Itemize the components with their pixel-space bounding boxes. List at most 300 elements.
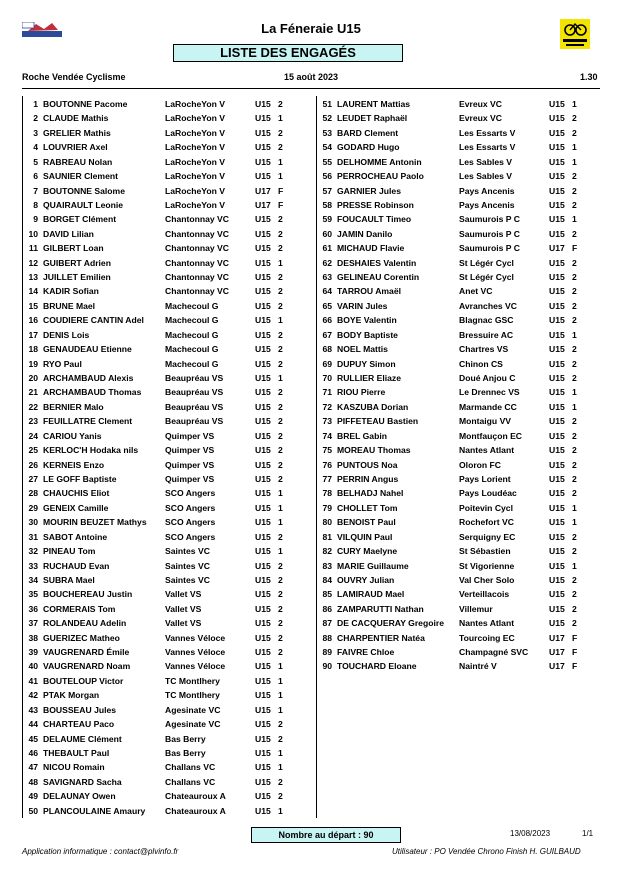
entry-row <box>318 587 608 601</box>
entry-row <box>318 443 608 457</box>
entry-subcategory: 2 <box>572 445 577 456</box>
entry-category: U17 <box>549 243 565 254</box>
entry-name: SAVIGNARD Sacha <box>43 776 122 787</box>
entry-subcategory: 2 <box>572 373 577 384</box>
entry-number: 60 <box>322 228 332 239</box>
entry-club: Agesinate VC <box>165 719 221 730</box>
left-border <box>22 96 23 818</box>
entry-subcategory: F <box>572 661 578 672</box>
entry-row <box>24 775 314 789</box>
entry-club: Oloron FC <box>459 459 502 470</box>
entry-subcategory: 1 <box>278 171 283 182</box>
entry-name: MARIE Guillaume <box>337 560 409 571</box>
entry-subcategory: 2 <box>572 416 577 427</box>
entry-category: U17 <box>255 185 271 196</box>
entry-club: Challans VC <box>165 762 216 773</box>
entry-category: U15 <box>549 401 565 412</box>
entry-club: Quimper VS <box>165 459 215 470</box>
entry-row <box>318 270 608 284</box>
entry-row <box>318 256 608 270</box>
entry-number: 35 <box>28 589 38 600</box>
entry-category: U15 <box>549 171 565 182</box>
entry-row <box>24 458 314 472</box>
entry-category: U15 <box>255 156 271 167</box>
entry-number: 80 <box>322 517 332 528</box>
entry-number: 3 <box>33 127 38 138</box>
entry-number: 76 <box>322 459 332 470</box>
entry-row <box>24 559 314 573</box>
entry-row <box>24 472 314 486</box>
entry-subcategory: 2 <box>572 618 577 629</box>
entry-name: BERNIER Malo <box>43 401 104 412</box>
entry-subcategory: 1 <box>572 560 577 571</box>
entry-name: LOUVRIER Axel <box>43 142 108 153</box>
entry-name: BOUSSEAU Jules <box>43 704 117 715</box>
entry-category: U15 <box>255 517 271 528</box>
entry-name: DE CACQUERAY Gregoire <box>337 618 444 629</box>
entry-number: 86 <box>322 603 332 614</box>
entry-category: U15 <box>255 272 271 283</box>
entry-name: GUERIZEC Matheo <box>43 632 120 643</box>
entry-number: 39 <box>28 647 38 658</box>
entry-name: KERNEIS Enzo <box>43 459 105 470</box>
entry-club: Les Sables V <box>459 171 513 182</box>
entry-number: 19 <box>28 358 38 369</box>
entry-category: U15 <box>255 373 271 384</box>
entry-number: 6 <box>33 171 38 182</box>
entry-row <box>318 342 608 356</box>
entry-club: Pays Lorient <box>459 473 511 484</box>
entry-club: Chartres VS <box>459 344 509 355</box>
entry-category: U17 <box>549 647 565 658</box>
entry-club: SCO Angers <box>165 531 216 542</box>
entry-subcategory: 2 <box>278 243 283 254</box>
entry-subcategory: 2 <box>278 329 283 340</box>
entry-club: Nantes Atlant <box>459 445 515 456</box>
entry-subcategory: 2 <box>278 286 283 297</box>
entry-subcategory: 1 <box>572 99 577 109</box>
column-divider <box>316 96 317 818</box>
entry-club: LaRocheYon V <box>165 156 226 167</box>
entry-name: VAUGRENARD Émile <box>43 647 130 658</box>
entry-category: U15 <box>549 574 565 585</box>
entry-subcategory: 2 <box>278 272 283 283</box>
entry-name: CORMERAIS Tom <box>43 603 116 614</box>
entries-column-left <box>24 97 314 818</box>
entry-subcategory: 2 <box>572 257 577 268</box>
entry-row <box>318 212 608 226</box>
entry-name: JUILLET Emilien <box>43 272 111 283</box>
entry-name: QUAIRAULT Leonie <box>43 199 124 210</box>
entry-category: U15 <box>549 603 565 614</box>
entry-name: BORGET Clément <box>43 214 117 225</box>
entry-subcategory: 1 <box>278 156 283 167</box>
entry-number: 11 <box>28 243 38 254</box>
entry-name: BREL Gabin <box>337 430 387 441</box>
entry-category: U15 <box>255 603 271 614</box>
entry-row <box>24 429 314 443</box>
entry-category: U15 <box>255 127 271 138</box>
entry-row <box>318 645 608 659</box>
entry-number: 58 <box>322 199 332 210</box>
entry-name: TARROU Amaël <box>337 286 401 297</box>
entry-category: U15 <box>549 488 565 499</box>
entry-club: Vannes Véloce <box>165 647 226 658</box>
entry-name: DENIS Lois <box>43 329 90 340</box>
entry-row <box>24 111 314 125</box>
entry-club: St Légér Cycl <box>459 257 514 268</box>
entry-subcategory: 2 <box>278 445 283 456</box>
entry-row <box>24 688 314 702</box>
organizer-name: Roche Vendée Cyclisme <box>22 72 126 82</box>
entry-club: Saintes VC <box>165 546 210 557</box>
entry-subcategory: 2 <box>278 473 283 484</box>
entry-name: SUBRA Mael <box>43 574 95 585</box>
entry-club: Quimper VS <box>165 430 215 441</box>
entry-subcategory: 2 <box>278 531 283 542</box>
entry-row <box>318 227 608 241</box>
entry-name: MOREAU Thomas <box>337 445 411 456</box>
entry-subcategory: 1 <box>278 373 283 384</box>
entry-club: Vannes Véloce <box>165 661 226 672</box>
entry-name: RIOU Pierre <box>337 387 386 398</box>
entry-row <box>318 472 608 486</box>
entry-club: Chateauroux A <box>165 791 226 802</box>
entry-club: LaRocheYon V <box>165 171 226 182</box>
entry-club: Blagnac GSC <box>459 315 514 326</box>
entry-name: CHAUCHIS Eliot <box>43 488 110 499</box>
entry-row <box>24 501 314 515</box>
entry-category: U15 <box>549 127 565 138</box>
entry-number: 7 <box>33 185 38 196</box>
entry-category: U15 <box>549 517 565 528</box>
entry-name: PERROCHEAU Paolo <box>337 171 424 182</box>
entry-number: 38 <box>28 632 38 643</box>
entry-club: LaRocheYon V <box>165 142 226 153</box>
entry-category: U15 <box>255 286 271 297</box>
entry-subcategory: 2 <box>278 647 283 658</box>
entry-category: U15 <box>255 387 271 398</box>
entry-number: 64 <box>322 286 332 297</box>
entry-subcategory: 2 <box>278 589 283 600</box>
entry-name: ARCHAMBAUD Thomas <box>43 387 142 398</box>
entry-club: Champagné SVC <box>459 647 529 658</box>
entry-club: Vallet VS <box>165 618 202 629</box>
entry-row <box>318 544 608 558</box>
entry-club: Quimper VS <box>165 445 215 456</box>
entry-club: Vallet VS <box>165 603 202 614</box>
entry-category: U15 <box>255 791 271 802</box>
user-info: Utilisateur : PO Vendée Chrono Finish H. GUILBAUD <box>392 847 581 856</box>
entry-category: U15 <box>255 228 271 239</box>
entry-number: 66 <box>322 315 332 326</box>
entry-category: U15 <box>549 228 565 239</box>
entry-subcategory: 1 <box>572 329 577 340</box>
entry-number: 47 <box>28 762 38 773</box>
entry-category: U15 <box>255 747 271 758</box>
entry-category: U15 <box>549 459 565 470</box>
entry-name: PUNTOUS Noa <box>337 459 398 470</box>
entry-category: U15 <box>255 113 271 124</box>
entry-club: Chantonnay VC <box>165 214 229 225</box>
entry-row <box>318 198 608 212</box>
entry-number: 52 <box>322 113 332 124</box>
entry-subcategory: F <box>572 632 578 643</box>
entry-row <box>24 530 314 544</box>
entry-row <box>24 227 314 241</box>
entry-number: 57 <box>322 185 332 196</box>
entry-category: U15 <box>549 589 565 600</box>
entry-category: U15 <box>255 690 271 701</box>
entry-name: FOUCAULT Timeo <box>337 214 412 225</box>
list-heading: LISTE DES ENGAGÉS <box>173 44 403 62</box>
entry-subcategory: 2 <box>278 416 283 427</box>
entry-category: U15 <box>255 589 271 600</box>
entry-category: U15 <box>255 560 271 571</box>
entry-number: 61 <box>322 243 332 254</box>
entry-number: 88 <box>322 632 332 643</box>
entry-row <box>318 501 608 515</box>
entry-row <box>318 631 608 645</box>
entry-name: CHARTEAU Paco <box>43 719 115 730</box>
entry-name: PTAK Morgan <box>43 690 100 701</box>
entry-row <box>318 111 608 125</box>
entry-club: Machecoul G <box>165 315 219 326</box>
entry-row <box>318 385 608 399</box>
entry-club: Les Essarts V <box>459 142 516 153</box>
entry-subcategory: 2 <box>278 344 283 355</box>
entry-subcategory: 2 <box>572 358 577 369</box>
entry-name: PERRIN Angus <box>337 473 399 484</box>
entry-number: 82 <box>322 546 332 557</box>
entry-club: Pays Ancenis <box>459 185 515 196</box>
entry-row <box>24 645 314 659</box>
entry-number: 70 <box>322 373 332 384</box>
entry-name: GILBERT Loan <box>43 243 104 254</box>
entry-category: U15 <box>549 344 565 355</box>
entry-club: Saumurois P C <box>459 228 520 239</box>
entry-name: CHARPENTIER Natéa <box>337 632 425 643</box>
entry-club: Pays Loudéac <box>459 488 517 499</box>
entry-category: U15 <box>255 675 271 686</box>
entry-category: U15 <box>255 430 271 441</box>
entry-row <box>24 703 314 717</box>
entry-name: DAVID Lilian <box>43 228 94 239</box>
entry-number: 25 <box>28 445 38 456</box>
entry-name: SAUNIER Clement <box>43 171 118 182</box>
entry-name: RULLIER Eliaze <box>337 373 401 384</box>
entry-name: BODY Baptiste <box>337 329 398 340</box>
entry-row <box>24 385 314 399</box>
entry-number: 44 <box>28 719 38 730</box>
entry-number: 14 <box>28 286 38 297</box>
entry-number: 74 <box>322 430 332 441</box>
entry-number: 18 <box>28 344 38 355</box>
entry-subcategory: 2 <box>278 300 283 311</box>
entry-category: U15 <box>549 272 565 283</box>
entry-row <box>24 299 314 313</box>
entry-row <box>24 270 314 284</box>
entry-number: 29 <box>28 502 38 513</box>
entry-subcategory: 2 <box>278 719 283 730</box>
entry-row <box>24 587 314 601</box>
entry-row <box>24 169 314 183</box>
entry-category: U15 <box>255 733 271 744</box>
entry-row <box>24 659 314 673</box>
entry-category: U15 <box>255 776 271 787</box>
entry-subcategory: 2 <box>572 488 577 499</box>
entry-number: 24 <box>28 430 38 441</box>
entry-row <box>24 371 314 385</box>
entry-row <box>318 241 608 255</box>
entry-category: U15 <box>255 214 271 225</box>
entry-subcategory: 2 <box>572 228 577 239</box>
entry-number: 50 <box>28 805 38 816</box>
entry-subcategory: 2 <box>572 286 577 297</box>
entry-number: 16 <box>28 315 38 326</box>
entry-subcategory: 2 <box>278 430 283 441</box>
entry-subcategory: 2 <box>572 589 577 600</box>
entry-number: 54 <box>322 142 332 153</box>
entry-club: Saumurois P C <box>459 214 520 225</box>
entry-number: 68 <box>322 344 332 355</box>
entry-number: 69 <box>322 358 332 369</box>
starters-count: Nombre au départ : 90 <box>251 827 401 843</box>
entry-club: Les Essarts V <box>459 127 516 138</box>
entry-subcategory: 2 <box>572 199 577 210</box>
entry-number: 13 <box>28 272 38 283</box>
entry-club: Verteillacois <box>459 589 510 600</box>
entry-club: Saumurois P C <box>459 243 520 254</box>
entry-subcategory: 1 <box>572 517 577 528</box>
entry-number: 21 <box>28 387 38 398</box>
entry-row <box>318 429 608 443</box>
entry-row <box>24 515 314 529</box>
entry-number: 1 <box>33 99 38 109</box>
entry-subcategory: F <box>278 199 284 210</box>
entry-name: CHOLLET Tom <box>337 502 398 513</box>
entry-category: U15 <box>549 445 565 456</box>
entry-number: 77 <box>322 473 332 484</box>
entry-name: BARD Clement <box>337 127 399 138</box>
entry-name: COUDIERE CANTIN Adel <box>43 315 144 326</box>
entry-category: U15 <box>549 373 565 384</box>
entry-club: Les Sables V <box>459 156 513 167</box>
entry-row <box>318 515 608 529</box>
entry-category: U15 <box>255 488 271 499</box>
entry-club: SCO Angers <box>165 502 216 513</box>
entry-number: 78 <box>322 488 332 499</box>
entry-number: 43 <box>28 704 38 715</box>
entry-name: SABOT Antoine <box>43 531 108 542</box>
entry-number: 23 <box>28 416 38 427</box>
entry-number: 81 <box>322 531 332 542</box>
entry-club: Val Cher Solo <box>459 574 515 585</box>
entry-name: BOUTONNE Pacome <box>43 99 128 109</box>
entry-subcategory: 2 <box>278 574 283 585</box>
entry-number: 46 <box>28 747 38 758</box>
entry-subcategory: 2 <box>278 560 283 571</box>
entry-number: 49 <box>28 791 38 802</box>
entry-subcategory: 2 <box>572 127 577 138</box>
entry-category: U15 <box>255 719 271 730</box>
entry-number: 26 <box>28 459 38 470</box>
entry-subcategory: 1 <box>278 257 283 268</box>
entry-subcategory: 2 <box>278 603 283 614</box>
entry-category: U15 <box>255 344 271 355</box>
entry-category: U15 <box>549 185 565 196</box>
entry-name: MICHAUD Flavie <box>337 243 405 254</box>
entry-subcategory: 2 <box>278 632 283 643</box>
entry-row <box>24 256 314 270</box>
entry-club: Vallet VS <box>165 589 202 600</box>
entry-club: Challans VC <box>165 776 216 787</box>
entry-number: 53 <box>322 127 332 138</box>
entry-name: CARIOU Yanis <box>43 430 102 441</box>
entry-club: Avranches VC <box>459 300 517 311</box>
entry-name: VARIN Jules <box>337 300 388 311</box>
entry-name: BOUTELOUP Victor <box>43 675 124 686</box>
entry-name: GENAUDEAU Etienne <box>43 344 132 355</box>
entry-number: 8 <box>33 199 38 210</box>
entry-category: U15 <box>549 560 565 571</box>
entry-subcategory: 2 <box>278 387 283 398</box>
entry-subcategory: 2 <box>278 791 283 802</box>
entry-subcategory: 1 <box>278 747 283 758</box>
entry-row <box>24 760 314 774</box>
entry-club: Montaigu VV <box>459 416 512 427</box>
entry-number: 85 <box>322 589 332 600</box>
entry-club: Montfauçon EC <box>459 430 523 441</box>
entry-row <box>24 342 314 356</box>
entry-category: U15 <box>255 632 271 643</box>
entry-club: SCO Angers <box>165 488 216 499</box>
entry-category: U15 <box>255 546 271 557</box>
entry-club: Saintes VC <box>165 560 210 571</box>
entry-subcategory: 2 <box>572 185 577 196</box>
entry-club: Doué Anjou C <box>459 373 516 384</box>
entry-club: Tourcoing EC <box>459 632 515 643</box>
entry-category: U15 <box>549 473 565 484</box>
entry-row <box>318 97 608 111</box>
entry-subcategory: 1 <box>572 401 577 412</box>
entry-subcategory: 2 <box>572 459 577 470</box>
entry-number: 71 <box>322 387 332 398</box>
entry-number: 37 <box>28 618 38 629</box>
entry-name: VILQUIN Paul <box>337 531 393 542</box>
entry-name: GELINEAU Corentin <box>337 272 420 283</box>
entry-name: ZAMPARUTTI Nathan <box>337 603 424 614</box>
entry-subcategory: 1 <box>278 546 283 557</box>
entry-club: Serquigny EC <box>459 531 516 542</box>
entry-number: 51 <box>322 99 332 109</box>
entry-category: U15 <box>549 142 565 153</box>
entry-number: 59 <box>322 214 332 225</box>
entry-category: U15 <box>255 618 271 629</box>
entry-name: BENOIST Paul <box>337 517 396 528</box>
entry-number: 36 <box>28 603 38 614</box>
entry-subcategory: 2 <box>572 546 577 557</box>
app-info: Application informatique : contact@plvinfo.fr <box>22 847 179 856</box>
entry-name: KADIR Sofian <box>43 286 99 297</box>
entry-club: Machecoul G <box>165 358 219 369</box>
entry-subcategory: F <box>278 185 284 196</box>
entry-number: 42 <box>28 690 38 701</box>
entry-club: Bressuire AC <box>459 329 514 340</box>
entry-name: NICOU Romain <box>43 762 105 773</box>
entry-row <box>24 198 314 212</box>
entry-subcategory: 2 <box>572 531 577 542</box>
